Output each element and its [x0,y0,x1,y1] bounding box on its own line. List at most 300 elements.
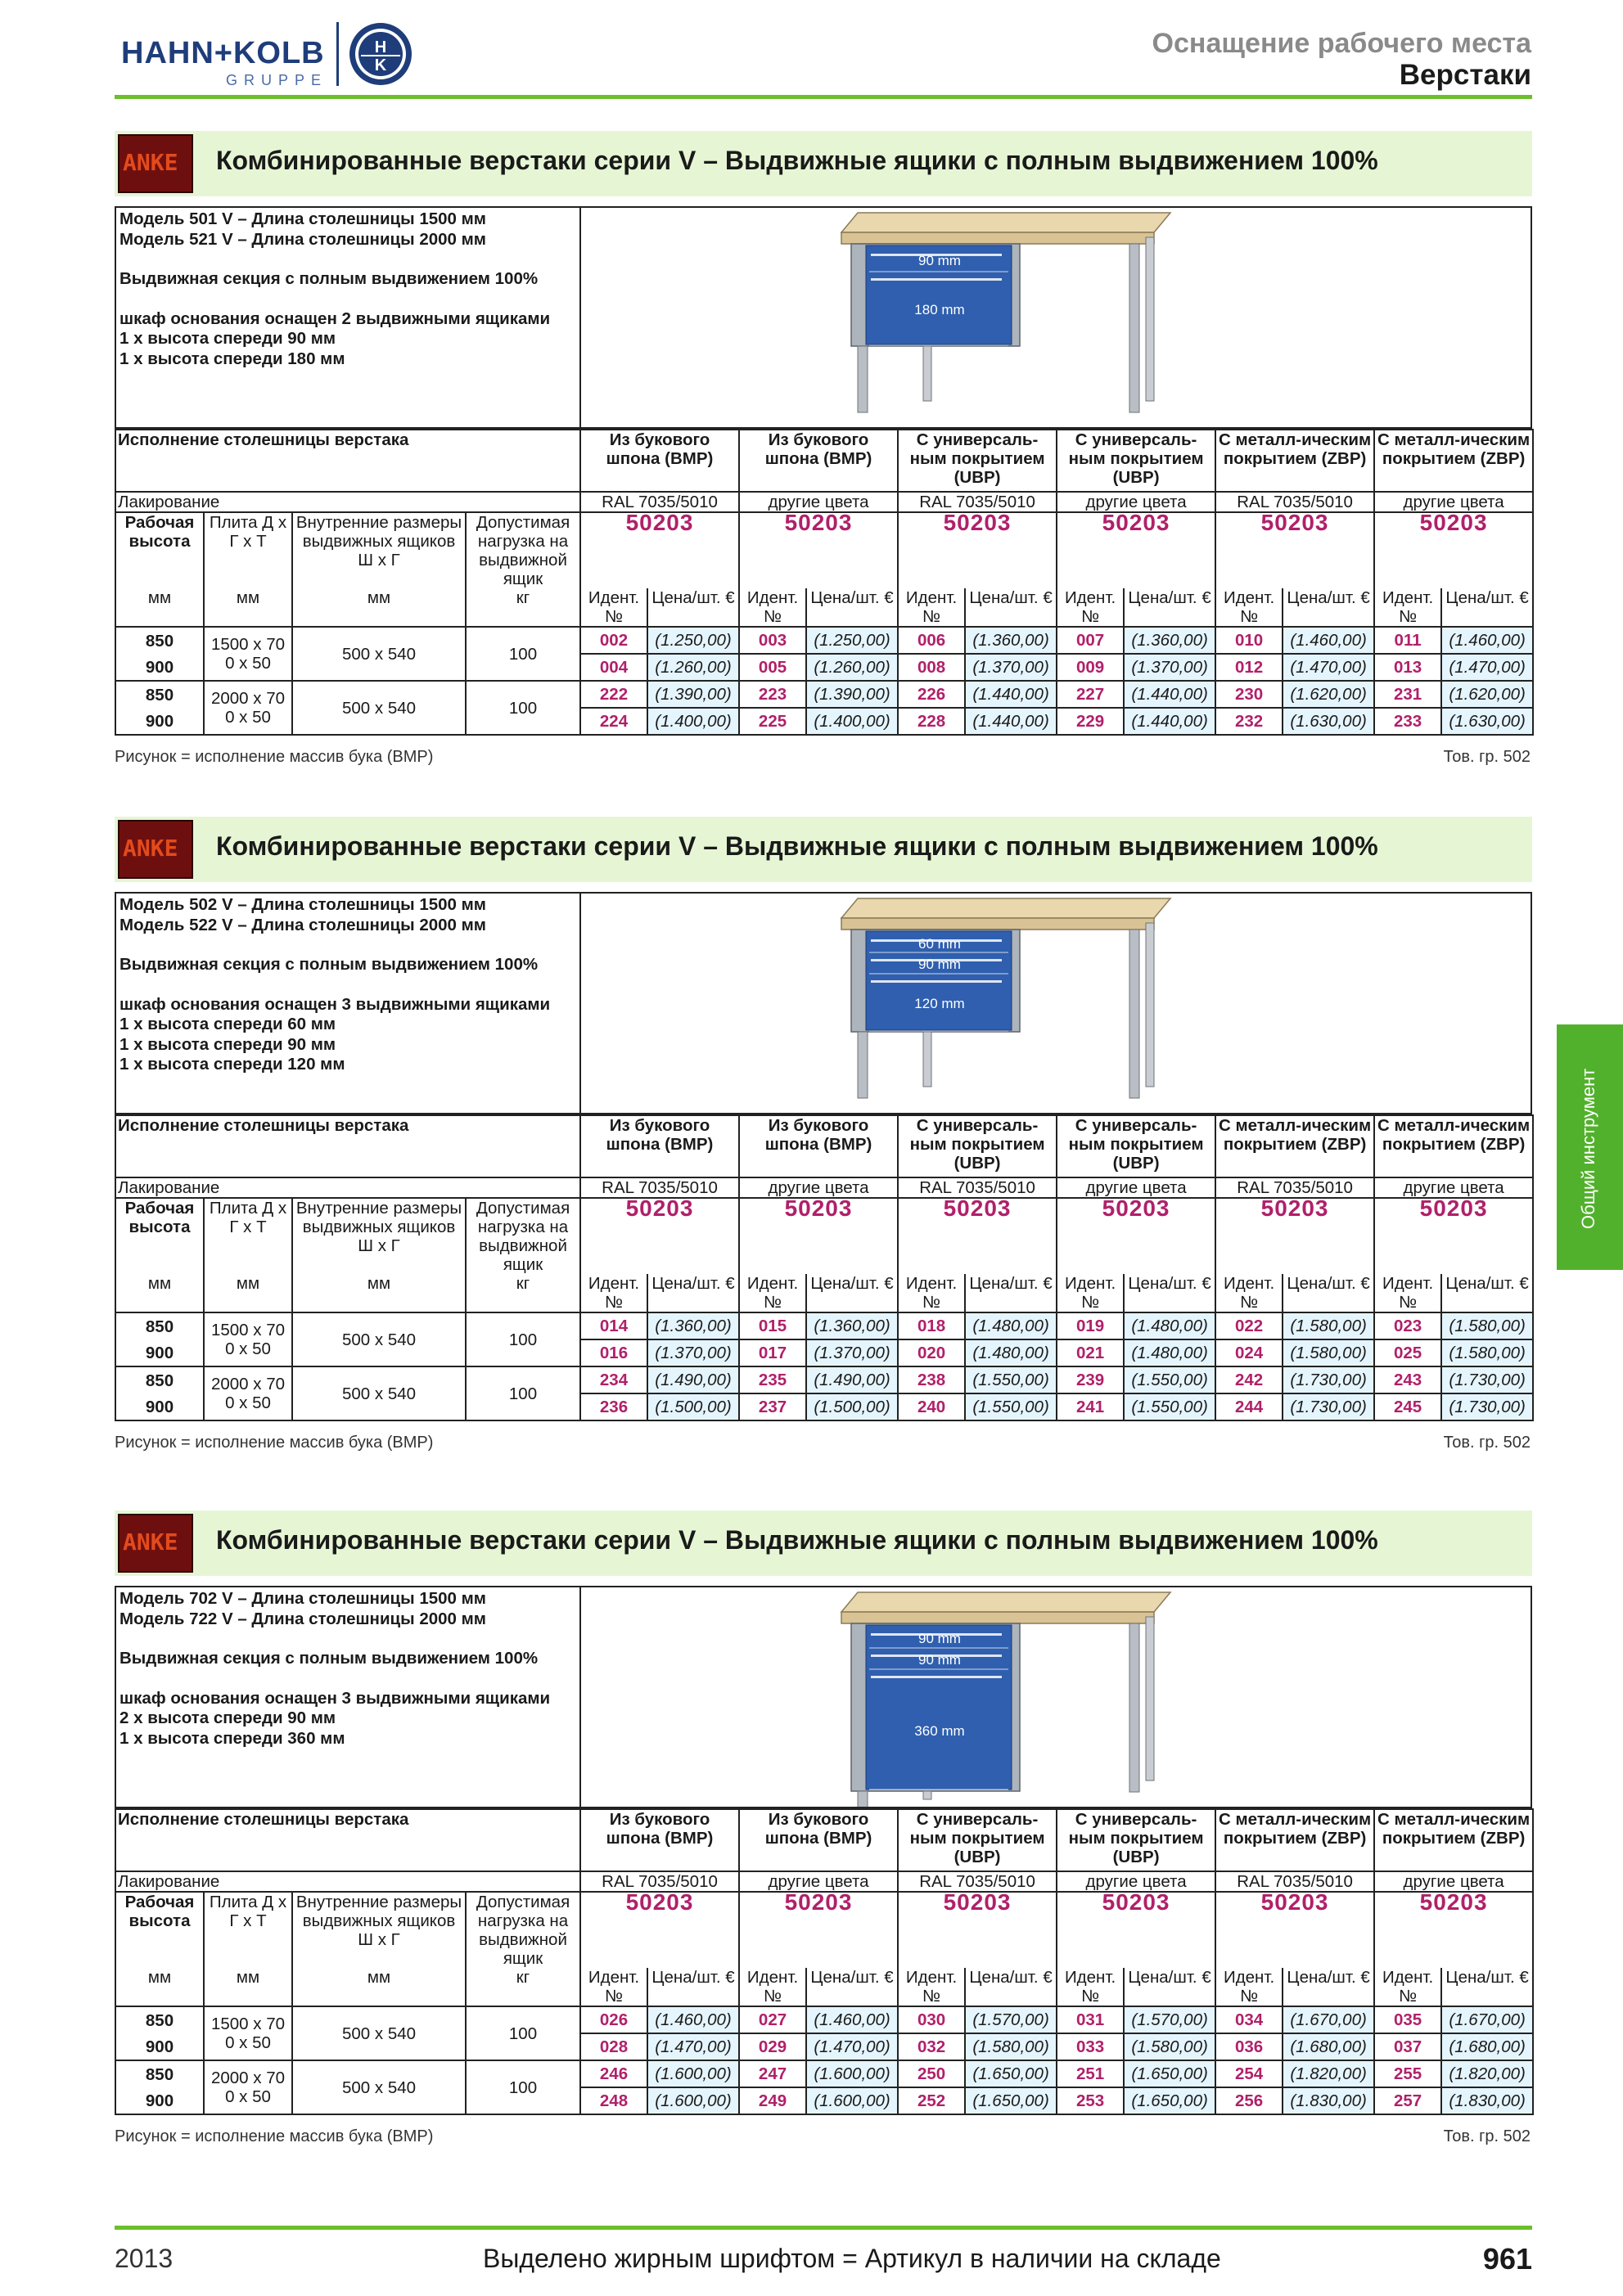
units-row [115,588,1533,627]
spacer [119,975,578,995]
height-value: 850 [115,681,204,708]
price-value: (1.470,00) [647,2033,739,2060]
catalog-number: 50203 [1215,1892,1374,1968]
article-id[interactable]: 230 [1215,681,1283,708]
id-label: Идент. № [1374,588,1441,627]
article-id[interactable]: 254 [1215,2060,1283,2087]
paint-value: RAL 7035/5010 [1215,492,1374,512]
paint-label: Лакирование [115,1177,580,1198]
article-id[interactable]: 012 [1215,654,1283,681]
section-footnote [115,1434,1532,1452]
article-id[interactable]: 020 [898,1339,965,1366]
catalog-number: 50203 [580,1892,739,1968]
article-id[interactable]: 255 [1374,2060,1441,2087]
article-id[interactable]: 240 [898,1393,965,1420]
price-value: (1.820,00) [1283,2060,1374,2087]
price-value: (1.500,00) [647,1393,739,1420]
load-value: 100 [466,681,580,735]
variant-name: Из букового шпона (BMP) [580,430,739,492]
paint-row [115,1177,1533,1198]
article-id[interactable]: 249 [739,2087,806,2114]
drawer-label: 180 mm [914,302,965,317]
logo-divider [336,22,339,86]
article-id[interactable]: 022 [1215,1312,1283,1339]
variant-row [115,1809,1533,1871]
height-value: 850 [115,1312,204,1339]
logo-sub-text: GRUPPE [226,72,328,88]
catalog-number: 50203 [1215,512,1374,588]
article-id[interactable]: 248 [580,2087,647,2114]
variant-name: Из букового шпона (BMP) [580,1115,739,1177]
price-value: (1.370,00) [806,1339,898,1366]
price-value: (1.550,00) [1124,1393,1215,1420]
header-title: Оснащение рабочего места [1152,28,1531,59]
svg-text:K: K [374,56,387,74]
price-label: Цена/шт. € [965,1274,1057,1312]
paint-value: другие цвета [1057,1177,1215,1198]
price-value: (1.670,00) [1283,2006,1374,2033]
product-section [115,1510,1532,2145]
spacer [119,1669,578,1689]
article-id[interactable]: 247 [739,2060,806,2087]
column-head: Рабочая высота [115,1198,204,1274]
article-id[interactable]: 002 [580,627,647,654]
spacer [119,290,578,309]
id-label: Идент. № [739,1968,806,2006]
article-id[interactable]: 035 [1374,2006,1441,2033]
article-id[interactable]: 004 [580,654,647,681]
price-table [115,1808,1534,2115]
article-id[interactable]: 008 [898,654,965,681]
article-id[interactable]: 241 [1057,1393,1124,1420]
inner-size: 500 x 540 [292,1366,466,1420]
workbench-illustration-icon [579,1587,1531,1807]
product-description [118,894,581,1113]
column-head-row [115,1892,1533,1968]
price-value: (1.480,00) [965,1339,1057,1366]
article-id[interactable]: 005 [739,654,806,681]
table-row [115,627,1533,654]
section-title: Комбинированные верстаки серии V – Выдвижные ящики с полным выдвижением 100% [216,1525,1378,1555]
price-value: (1.570,00) [965,2006,1057,2033]
page-footer [115,2226,1532,2275]
price-value: (1.480,00) [1124,1339,1215,1366]
price-label: Цена/шт. € [1124,1968,1215,2006]
article-id[interactable]: 026 [580,2006,647,2033]
catalog-number: 50203 [739,512,898,588]
paint-value: другие цвета [739,1871,898,1892]
article-id[interactable]: 238 [898,1366,965,1393]
product-section [115,131,1532,766]
workbench-illustration-icon [579,208,1531,427]
article-id[interactable]: 013 [1374,654,1441,681]
price-value: (1.650,00) [1124,2060,1215,2087]
description-line: 1 x высота спереди 120 мм [119,1055,345,1074]
id-label: Идент. № [1057,1968,1124,2006]
variant-header-label: Исполнение столешницы верстака [115,1809,580,1871]
drawer-label: 90 mm [918,253,961,268]
price-value: (1.400,00) [806,708,898,735]
inner-size: 500 x 540 [292,2006,466,2060]
variant-row [115,430,1533,492]
article-id[interactable]: 007 [1057,627,1124,654]
price-value: (1.370,00) [1124,654,1215,681]
variant-name: С металл-ическим покрытием (ZBP) [1374,1809,1533,1871]
table-row [115,1312,1533,1339]
drawer-label: 120 mm [914,996,965,1011]
description-line: 1 x высота спереди 90 мм [119,329,336,348]
variant-row [115,1115,1533,1177]
brand-text: ANKE [123,835,178,862]
paint-value: другие цвета [739,1177,898,1198]
plate-size: 2000 x 70 0 x 50 [204,681,292,735]
catalog-number: 50203 [898,512,1057,588]
price-value: (1.600,00) [806,2087,898,2114]
price-label: Цена/шт. € [1124,1274,1215,1312]
article-id[interactable]: 023 [1374,1312,1441,1339]
price-value: (1.440,00) [1124,708,1215,735]
article-id[interactable]: 236 [580,1393,647,1420]
article-id[interactable]: 032 [898,2033,965,2060]
section-heading [115,1510,1532,1576]
article-id[interactable]: 014 [580,1312,647,1339]
product-group-ref: Тов. гр. 502 [1443,2127,1531,2145]
side-tab-general-tools[interactable] [1557,1024,1623,1270]
id-label: Идент. № [580,1968,647,2006]
article-id[interactable]: 252 [898,2087,965,2114]
paint-value: другие цвета [739,492,898,512]
price-label: Цена/шт. € [806,1968,898,2006]
paint-value: RAL 7035/5010 [580,1871,739,1892]
units-row [115,1968,1533,2006]
catalog-number: 50203 [1057,1198,1215,1274]
article-id[interactable]: 003 [739,627,806,654]
footer-rule [115,2226,1532,2230]
description-line: шкаф основания оснащен 3 выдвижными ящиками [119,1688,551,1708]
height-value: 850 [115,1366,204,1393]
variant-name: Из букового шпона (BMP) [739,1115,898,1177]
paint-value: RAL 7035/5010 [580,492,739,512]
hahn-kolb-logo-icon [121,18,416,92]
article-id[interactable]: 225 [739,708,806,735]
article-id[interactable]: 029 [739,2033,806,2060]
description-line: 1 x высота спереди 360 мм [119,1728,345,1748]
unit-label: мм [204,1274,292,1312]
brand-text: ANKE [123,149,178,176]
price-value: (1.440,00) [1124,681,1215,708]
price-value: (1.260,00) [647,654,739,681]
article-id[interactable]: 030 [898,2006,965,2033]
product-group-ref: Тов. гр. 502 [1443,748,1531,766]
price-value: (1.370,00) [647,1339,739,1366]
catalog-number: 50203 [739,1198,898,1274]
article-id[interactable]: 232 [1215,708,1283,735]
id-label: Идент. № [1215,588,1283,627]
table-row [115,681,1533,708]
price-value: (1.390,00) [647,681,739,708]
price-table [115,429,1534,736]
price-value: (1.650,00) [1124,2087,1215,2114]
unit-label: кг [466,1968,580,2006]
catalog-number: 50203 [739,1892,898,1968]
paint-row [115,1871,1533,1892]
price-value: (1.250,00) [806,627,898,654]
price-value: (1.490,00) [806,1366,898,1393]
plate-size: 2000 x 70 0 x 50 [204,2060,292,2114]
unit-label: кг [466,1274,580,1312]
article-id[interactable]: 025 [1374,1339,1441,1366]
article-id[interactable]: 233 [1374,708,1441,735]
price-value: (1.830,00) [1441,2087,1533,2114]
article-id[interactable]: 011 [1374,627,1441,654]
height-value: 900 [115,2033,204,2060]
price-value: (1.830,00) [1283,2087,1374,2114]
article-id[interactable]: 021 [1057,1339,1124,1366]
height-value: 900 [115,654,204,681]
price-value: (1.500,00) [806,1393,898,1420]
workbench-illustration-icon [579,894,1531,1113]
unit-label: мм [292,1274,466,1312]
article-id[interactable]: 006 [898,627,965,654]
anke-brand-icon [118,1514,193,1573]
id-label: Идент. № [1374,1968,1441,2006]
variant-name: С универсаль-ным покрытием (UBP) [1057,1115,1215,1177]
price-value: (1.630,00) [1283,708,1374,735]
paint-label: Лакирование [115,492,580,512]
section-footnote [115,748,1532,767]
load-value: 100 [466,2060,580,2114]
id-label: Идент. № [1215,1274,1283,1312]
description-line: Модель 502 V – Длина столешницы 1500 мм [119,895,486,914]
article-id[interactable]: 229 [1057,708,1124,735]
variant-name: С универсаль-ным покрытием (UBP) [1057,1809,1215,1871]
article-id[interactable]: 234 [580,1366,647,1393]
section-heading [115,131,1532,196]
article-id[interactable]: 235 [739,1366,806,1393]
price-label: Цена/шт. € [1441,588,1533,627]
catalog-number: 50203 [898,1892,1057,1968]
article-id[interactable]: 227 [1057,681,1124,708]
price-value: (1.600,00) [647,2060,739,2087]
description-line: Выдвижная секция с полным выдвижением 100% [119,955,539,974]
price-value: (1.400,00) [647,708,739,735]
price-label: Цена/шт. € [1441,1274,1533,1312]
article-id[interactable]: 223 [739,681,806,708]
paint-label: Лакирование [115,1871,580,1892]
price-value: (1.580,00) [965,2033,1057,2060]
article-id[interactable]: 226 [898,681,965,708]
article-id[interactable]: 028 [580,2033,647,2060]
price-value: (1.460,00) [806,2006,898,2033]
price-value: (1.580,00) [1124,2033,1215,2060]
id-label: Идент. № [580,1274,647,1312]
price-value: (1.490,00) [647,1366,739,1393]
plate-size: 1500 x 70 0 x 50 [204,627,292,681]
description-line: 1 x высота спереди 90 мм [119,1034,336,1054]
price-label: Цена/шт. € [1283,588,1374,627]
column-head: Плита Д х Г х Т [204,1198,292,1274]
description-line: Модель 522 V – Длина столешницы 2000 мм [119,915,486,934]
product-image [579,208,1531,427]
unit-label: мм [204,1968,292,2006]
column-head: Внутренние размеры выдвижных ящиков Ш х Г [292,512,466,588]
load-value: 100 [466,627,580,681]
article-id[interactable]: 222 [580,681,647,708]
id-label: Идент. № [1374,1274,1441,1312]
article-id[interactable]: 031 [1057,2006,1124,2033]
description-line: Модель 702 V – Длина столешницы 1500 мм [119,1589,486,1608]
variant-name: С металл-ическим покрытием (ZBP) [1374,1115,1533,1177]
paint-value: RAL 7035/5010 [898,492,1057,512]
article-id[interactable]: 237 [739,1393,806,1420]
height-value: 850 [115,2006,204,2033]
article-id[interactable]: 036 [1215,2033,1283,2060]
article-id[interactable]: 016 [580,1339,647,1366]
price-value: (1.730,00) [1283,1393,1374,1420]
price-value: (1.620,00) [1441,681,1533,708]
price-value: (1.580,00) [1441,1339,1533,1366]
paint-value: RAL 7035/5010 [898,1871,1057,1892]
price-value: (1.550,00) [965,1393,1057,1420]
description-line: 2 x высота спереди 90 мм [119,1708,336,1727]
article-id[interactable]: 015 [739,1312,806,1339]
article-id[interactable]: 034 [1215,2006,1283,2033]
price-value: (1.680,00) [1441,2033,1533,2060]
header-subtitle: Верстаки [1399,59,1531,91]
footer-year: 2013 [115,2244,174,2273]
price-value: (1.630,00) [1441,708,1533,735]
article-id[interactable]: 243 [1374,1366,1441,1393]
article-id[interactable]: 256 [1215,2087,1283,2114]
header-rule [115,95,1532,99]
price-value: (1.470,00) [806,2033,898,2060]
article-id[interactable]: 246 [580,2060,647,2087]
paint-value: RAL 7035/5010 [1215,1871,1374,1892]
unit-label: мм [292,588,466,627]
unit-label: мм [115,588,204,627]
article-id[interactable]: 017 [739,1339,806,1366]
inner-size: 500 x 540 [292,681,466,735]
description-line: Выдвижная секция с полным выдвижением 100% [119,269,539,288]
article-id[interactable]: 251 [1057,2060,1124,2087]
column-head: Рабочая высота [115,1892,204,1968]
product-description [118,208,581,427]
paint-value: другие цвета [1057,492,1215,512]
price-value: (1.460,00) [1441,627,1533,654]
article-id[interactable]: 010 [1215,627,1283,654]
article-id[interactable]: 242 [1215,1366,1283,1393]
description-line: Выдвижная секция с полным выдвижением 100% [119,1649,539,1668]
variant-name: С металл-ическим покрытием (ZBP) [1374,430,1533,492]
height-value: 900 [115,708,204,735]
catalog-number: 50203 [898,1198,1057,1274]
article-id[interactable]: 033 [1057,2033,1124,2060]
price-value: (1.600,00) [806,2060,898,2087]
column-head: Допустимая нагрузка на выдвижной ящик [466,1198,580,1274]
article-id[interactable]: 037 [1374,2033,1441,2060]
spacer [119,935,578,955]
description-line: шкаф основания оснащен 2 выдвижными ящиками [119,308,551,328]
price-label: Цена/шт. € [1283,1968,1374,2006]
section-footnote [115,2127,1532,2146]
article-id[interactable]: 027 [739,2006,806,2033]
id-label: Идент. № [898,1968,965,2006]
price-value: (1.550,00) [965,1366,1057,1393]
price-value: (1.480,00) [1124,1312,1215,1339]
description-line: Модель 501 V – Длина столешницы 1500 мм [119,209,486,228]
column-head: Плита Д х Г х Т [204,1892,292,1968]
article-id[interactable]: 224 [580,708,647,735]
description-line: 1 x высота спереди 180 мм [119,349,345,368]
paint-value: RAL 7035/5010 [898,1177,1057,1198]
product-section [115,817,1532,1452]
article-id[interactable]: 019 [1057,1312,1124,1339]
price-value: (1.570,00) [1124,2006,1215,2033]
price-value: (1.820,00) [1441,2060,1533,2087]
price-value: (1.470,00) [1441,654,1533,681]
article-id[interactable]: 009 [1057,654,1124,681]
article-id[interactable]: 024 [1215,1339,1283,1366]
price-value: (1.650,00) [965,2060,1057,2087]
article-id[interactable]: 018 [898,1312,965,1339]
variant-name: С универсаль-ным покрытием (UBP) [898,430,1057,492]
variant-header-label: Исполнение столешницы верстака [115,430,580,492]
id-label: Идент. № [580,588,647,627]
article-id[interactable]: 231 [1374,681,1441,708]
variant-name: С универсаль-ным покрытием (UBP) [1057,430,1215,492]
product-info-box [115,206,1532,429]
price-value: (1.440,00) [965,708,1057,735]
unit-label: мм [204,588,292,627]
article-id[interactable]: 253 [1057,2087,1124,2114]
price-value: (1.680,00) [1283,2033,1374,2060]
price-label: Цена/шт. € [965,588,1057,627]
plate-size: 1500 x 70 0 x 50 [204,1312,292,1366]
article-id[interactable]: 245 [1374,1393,1441,1420]
article-id[interactable]: 228 [898,708,965,735]
drawer-label: 90 mm [918,957,961,972]
article-id[interactable]: 239 [1057,1366,1124,1393]
price-value: (1.360,00) [806,1312,898,1339]
spacer [119,1629,578,1649]
article-id[interactable]: 257 [1374,2087,1441,2114]
drawer-label: 60 mm [918,936,961,952]
inner-size: 500 x 540 [292,1312,466,1366]
footnote-text: Рисунок = исполнение массив бука (BMP) [115,2127,434,2145]
paint-value: другие цвета [1057,1871,1215,1892]
article-id[interactable]: 250 [898,2060,965,2087]
catalog-number: 50203 [580,512,739,588]
catalog-number: 50203 [1374,1198,1533,1274]
logo-main-text: HAHN+KOLB [121,36,325,70]
article-id[interactable]: 244 [1215,1393,1283,1420]
spacer [119,250,578,269]
price-label: Цена/шт. € [647,1968,739,2006]
description-line: Модель 521 V – Длина столешницы 2000 мм [119,229,486,249]
price-value: (1.460,00) [1283,627,1374,654]
variant-header-label: Исполнение столешницы верстака [115,1115,580,1177]
page-header [0,0,1623,102]
load-value: 100 [466,1312,580,1366]
product-image [579,894,1531,1113]
paint-row [115,492,1533,512]
id-label: Идент. № [1057,588,1124,627]
price-value: (1.580,00) [1283,1312,1374,1339]
id-label: Идент. № [1215,1968,1283,2006]
column-head-row [115,1198,1533,1274]
id-label: Идент. № [739,588,806,627]
height-value: 900 [115,1339,204,1366]
